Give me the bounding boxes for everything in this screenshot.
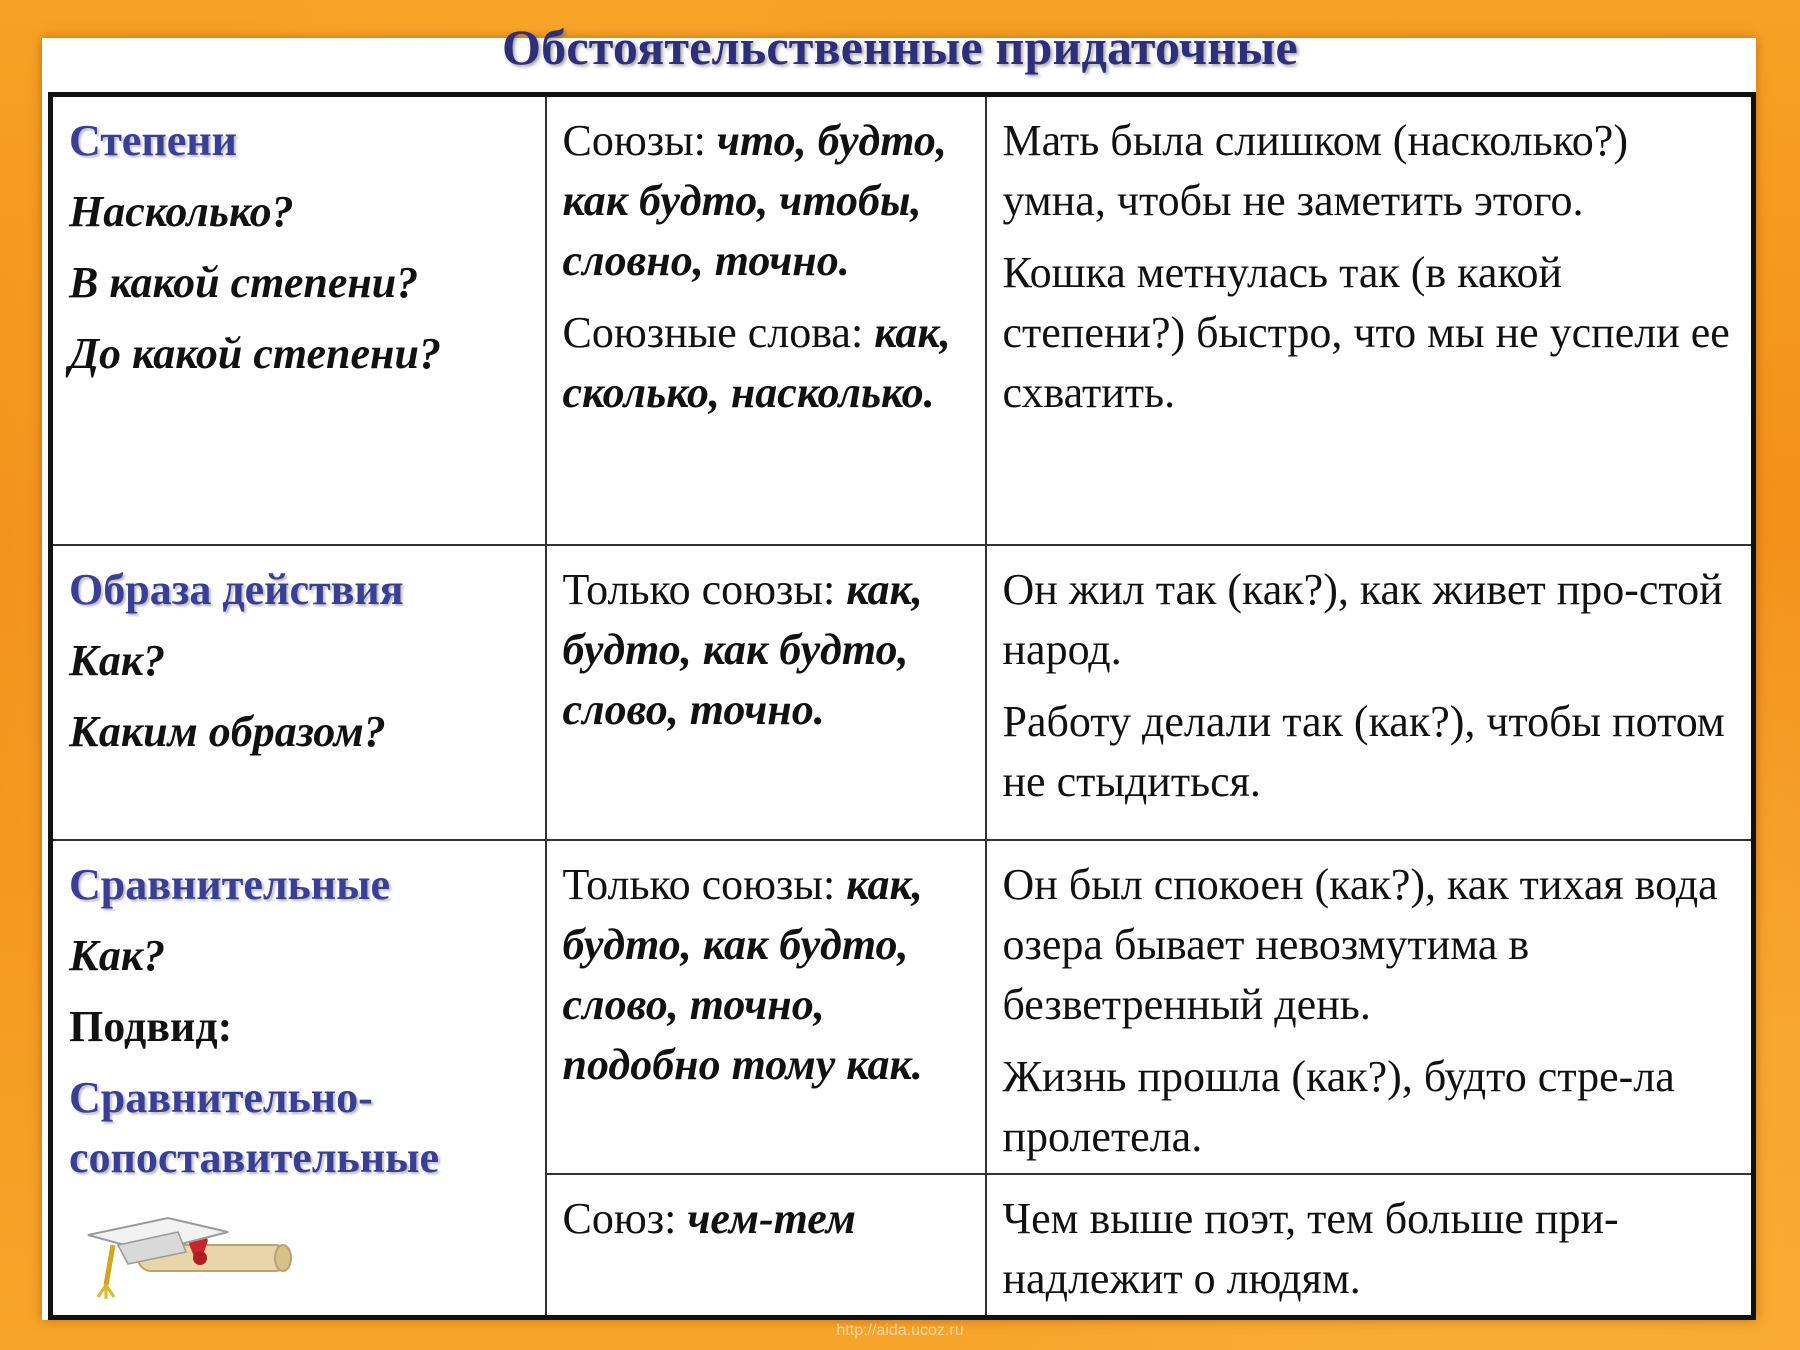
graduation-cap-diploma-icon xyxy=(78,1200,308,1300)
conjunctions-label: Только союзы: xyxy=(562,564,847,614)
clause-table xyxy=(48,92,1756,1320)
example-sentence: Он жил так (как?), как живет про-стой народ. xyxy=(1002,564,1723,674)
subtype-label: Сравнительно-сопоставительные xyxy=(69,1072,440,1182)
conjunctions-cell xyxy=(546,840,986,1174)
slide-title: Обстоятельственные придаточные xyxy=(502,19,1298,75)
conjunctions-label: Союз: xyxy=(562,1193,688,1243)
table-row-degree xyxy=(51,95,1754,545)
conjunctions-words: как, сколько, насколько. xyxy=(562,308,951,417)
subtype-heading: Подвид: xyxy=(69,1001,233,1051)
conjunctions-words: чем-тем xyxy=(687,1193,856,1243)
clause-type-label: Сравнительные xyxy=(69,859,391,909)
examples-cell xyxy=(986,840,1754,1174)
question: До какой степени? xyxy=(69,329,441,378)
example-sentence: Работу делали так (как?), чтобы потом не стыдиться. xyxy=(1002,696,1725,806)
example-sentence: Жизнь прошла (как?), будто стре-ла пролетела. xyxy=(1002,1051,1675,1161)
example-sentence: Кошка метнулась так (в какой степени?) быстро, что мы не успели ее схватить. xyxy=(1002,248,1730,417)
conjunctions-words: как, будто, как будто, слово, точно. xyxy=(562,564,923,734)
examples-cell xyxy=(986,1174,1754,1318)
example-sentence: Чем выше поэт, тем больше при-надлежит о людям. xyxy=(1002,1193,1619,1303)
conjunctions-paragraph xyxy=(563,303,969,423)
clause-type-label: Образа действия xyxy=(69,564,404,614)
conjunctions-label: Только союзы: xyxy=(562,859,847,909)
question: Как? xyxy=(69,930,166,980)
question: В какой степени? xyxy=(69,258,419,307)
conjunctions-paragraph xyxy=(563,855,969,1095)
type-cell xyxy=(51,545,546,840)
conjunctions-cell xyxy=(546,95,986,545)
conjunctions-label: Союзные слова: xyxy=(562,308,875,357)
examples-cell xyxy=(986,95,1754,545)
table-row-manner xyxy=(51,545,1754,840)
example-sentence: Он был спокоен (как?), как тихая вода озера бывает невозмутима в безветренный день. xyxy=(1002,859,1718,1029)
type-cell xyxy=(51,95,546,545)
examples-cell xyxy=(986,545,1754,840)
table-row-comparative xyxy=(51,840,1754,1174)
conjunctions-words: как, будто, как будто, слово, точно, подобно тому как. xyxy=(562,859,923,1089)
conjunctions-paragraph xyxy=(563,560,969,740)
question: Каким образом? xyxy=(69,706,386,756)
conjunctions-label: Союзы: xyxy=(562,116,717,165)
watermark: http://aida.ucoz.ru xyxy=(836,1322,964,1339)
conjunctions-paragraph xyxy=(563,1189,969,1249)
conjunctions-paragraph xyxy=(563,111,969,291)
question: Насколько? xyxy=(69,187,294,236)
conjunctions-words: что, будто, как будто, чтобы, словно, точно. xyxy=(562,116,947,285)
clause-type-label: Степени xyxy=(69,116,237,165)
conjunctions-cell xyxy=(546,1174,986,1318)
example-sentence: Мать была слишком (насколько?) умна, чтобы не заметить этого. xyxy=(1002,116,1628,225)
conjunctions-cell xyxy=(546,545,986,840)
question: Как? xyxy=(69,635,166,685)
